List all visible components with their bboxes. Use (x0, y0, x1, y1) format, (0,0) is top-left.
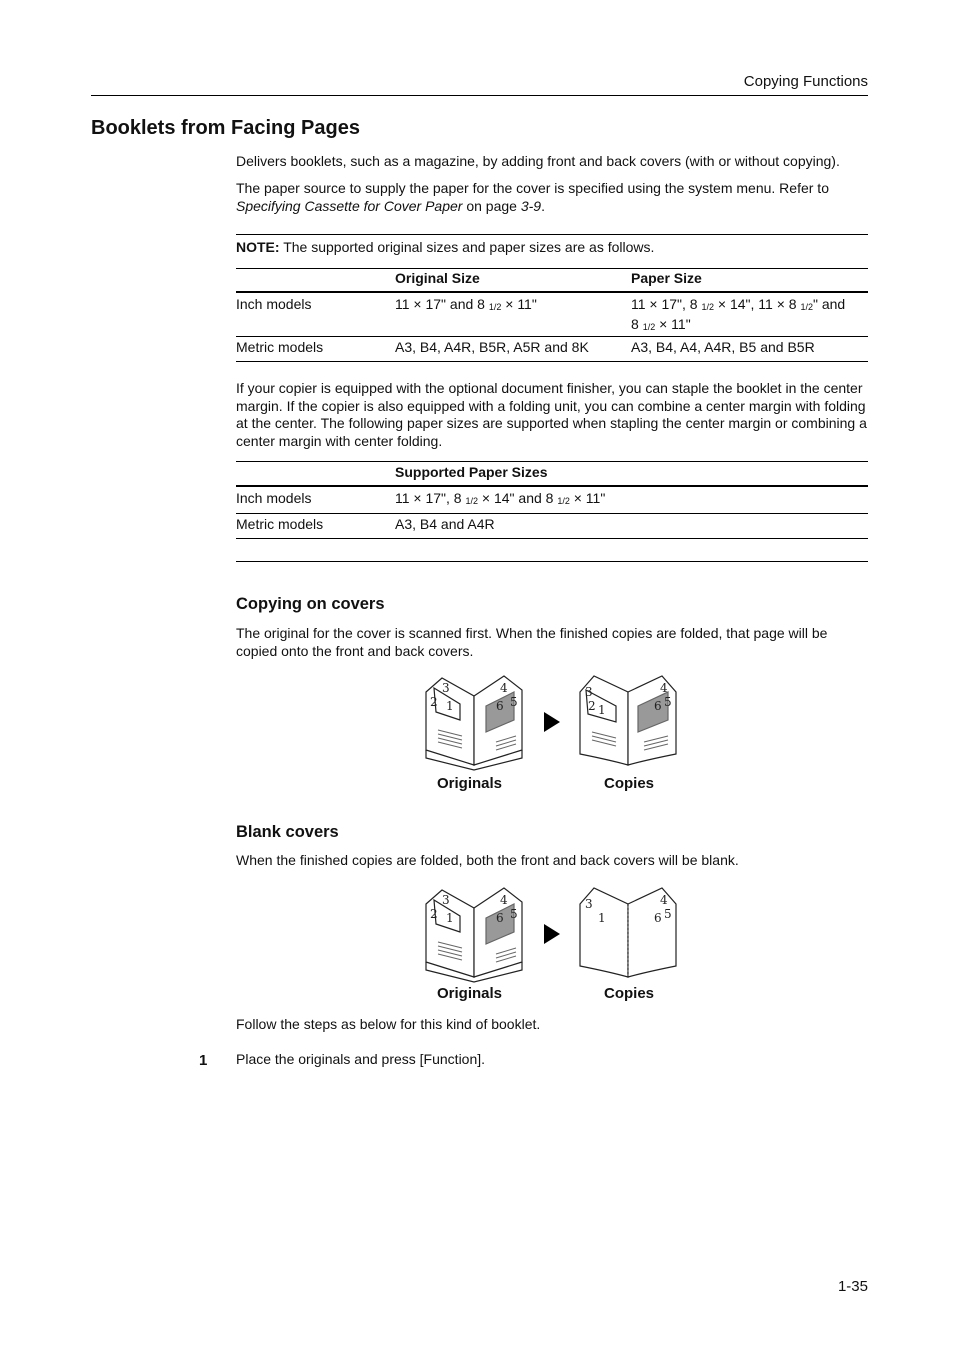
table1-top-rule (236, 268, 868, 269)
intro-paragraph-2 (236, 180, 868, 215)
table2-row-metric-label: Metric models (236, 516, 324, 532)
note-bottom-rule (236, 561, 868, 562)
page-digit: 1 (446, 911, 454, 925)
table1-row-metric-paper: A3, B4, A4, A4R, B5 and B5R (631, 339, 815, 355)
blank-covers-text: When the finished copies are folded, both the front and back covers will be blank. (236, 852, 739, 868)
running-header: Copying Functions (743, 73, 868, 90)
page-digit: 5 (510, 695, 518, 709)
page-digit: 3 (442, 681, 450, 695)
table2-header-supported-sizes: Supported Paper Sizes (395, 464, 548, 480)
arrow-right-icon (544, 924, 560, 944)
cell-text: × 11" (501, 296, 537, 312)
blank-covers-illustration (420, 882, 690, 987)
follow-steps-text: Follow the steps as below for this kind of booklet. (236, 1016, 541, 1032)
cell-text: 11 × 17" and 8 (395, 296, 489, 312)
caption-originals: Originals (437, 985, 503, 1002)
page-digit: 4 (500, 893, 508, 907)
page-reference[interactable]: 3-9 (520, 197, 542, 214)
page-title: Booklets from Facing Pages (91, 117, 360, 139)
copying-on-covers-illustration (420, 670, 690, 775)
finisher-paragraph: If your copier is equipped with the optional document finisher, you can staple the booklet in the center margin. If the copier is also equipped with a folding unit, you can combine a center margin with folding at the center. The following paper sizes are supported when stapling the center margin or combining a center margin with center folding. (236, 380, 867, 449)
intro-text: on page (462, 197, 521, 214)
table2-bottom-rule (236, 538, 868, 539)
page-digit: 2 (430, 695, 438, 709)
fraction: 1/2 (701, 302, 715, 312)
note-text: The supported original sizes and paper sizes are as follows. (279, 239, 655, 255)
fraction: 1/2 (800, 302, 813, 312)
page-digit: 3 (585, 685, 593, 699)
page-digit: 5 (510, 907, 518, 921)
table1-row-inch-original (395, 296, 537, 316)
page-digit: 5 (664, 695, 672, 709)
table2-row-metric-value: A3, B4 and A4R (395, 516, 495, 532)
page-digit: 2 (430, 907, 438, 921)
page-digit: 4 (660, 681, 668, 695)
cell-text: 8 (631, 316, 643, 332)
section-heading-copying-on-covers: Copying on covers (236, 595, 385, 613)
table2-top-rule (236, 461, 868, 462)
fraction: 1/2 (557, 496, 570, 506)
header-rule (91, 95, 868, 96)
intro-text: . (541, 197, 545, 214)
page-digit: 1 (598, 703, 606, 717)
cell-text: × 14" and 8 (478, 490, 558, 506)
table1-header-rule (236, 291, 868, 293)
table2-row-rule (236, 513, 868, 514)
step-text: Place the originals and press [Function]. (236, 1051, 486, 1067)
page-digit: 6 (654, 911, 662, 925)
table2-row-inch-value (395, 490, 605, 510)
page-digit: 1 (598, 911, 606, 925)
page-digit: 4 (500, 681, 508, 695)
page-number: 1-35 (837, 1278, 868, 1295)
cell-text: × 14", 11 × 8 (714, 296, 801, 312)
cell-text: × 11" (569, 490, 606, 506)
section-heading-blank-covers: Blank covers (236, 823, 339, 841)
copy-right-blank-cover (628, 888, 676, 977)
intro-paragraph-1: Delivers booklets, such as a magazine, by adding front and back covers (with or without copying). (236, 153, 840, 169)
cell-text: " and (812, 296, 846, 312)
table1-header-paper-size: Paper Size (631, 270, 702, 286)
page-digit: 5 (664, 907, 672, 921)
fraction: 1/2 (465, 496, 479, 506)
table1-bottom-rule (236, 361, 868, 362)
intro-text: The paper source to supply the paper for the cover is specified using the system menu. Refer to (236, 180, 829, 196)
caption-copies: Copies (604, 985, 655, 1002)
cell-text: 11 × 17", 8 (631, 296, 702, 312)
table1-row-metric-label: Metric models (236, 339, 324, 355)
caption-originals: Originals (437, 775, 503, 792)
table1-row-inch-label: Inch models (236, 296, 312, 312)
table1-row-inch-paper (631, 296, 868, 336)
note-label: NOTE: (236, 239, 280, 255)
cell-text: 11 × 17", 8 (395, 490, 466, 506)
cross-reference-link[interactable]: Specifying Cassette for Cover Paper (236, 197, 463, 214)
copying-on-covers-text: The original for the cover is scanned first. When the finished copies are folded, that page will be copied onto the front and back covers. (236, 625, 828, 659)
page-digit: 2 (588, 699, 596, 713)
page-digit: 6 (496, 699, 504, 713)
caption-copies: Copies (604, 775, 655, 792)
page-digit: 4 (660, 893, 668, 907)
cell-text: × 11" (655, 316, 691, 332)
original-left-page (426, 890, 474, 977)
fraction: 1/2 (642, 322, 656, 332)
page-digit: 3 (442, 893, 450, 907)
fraction: 1/2 (488, 302, 502, 312)
original-left-page (426, 678, 474, 765)
note (236, 239, 868, 257)
page-digit: 3 (585, 897, 593, 911)
table1-row-metric-original: A3, B4, A4R, B5R, A5R and 8K (395, 339, 589, 355)
step-number: 1 (199, 1052, 208, 1069)
table2-header-rule (236, 485, 868, 487)
note-top-rule (236, 234, 868, 235)
table1-header-original-size: Original Size (395, 270, 480, 286)
page-digit: 6 (496, 911, 504, 925)
page-digit: 6 (654, 699, 662, 713)
arrow-right-icon (544, 712, 560, 732)
table2-row-inch-label: Inch models (236, 490, 312, 506)
page-digit: 1 (446, 699, 454, 713)
table1-row-rule (236, 336, 868, 337)
